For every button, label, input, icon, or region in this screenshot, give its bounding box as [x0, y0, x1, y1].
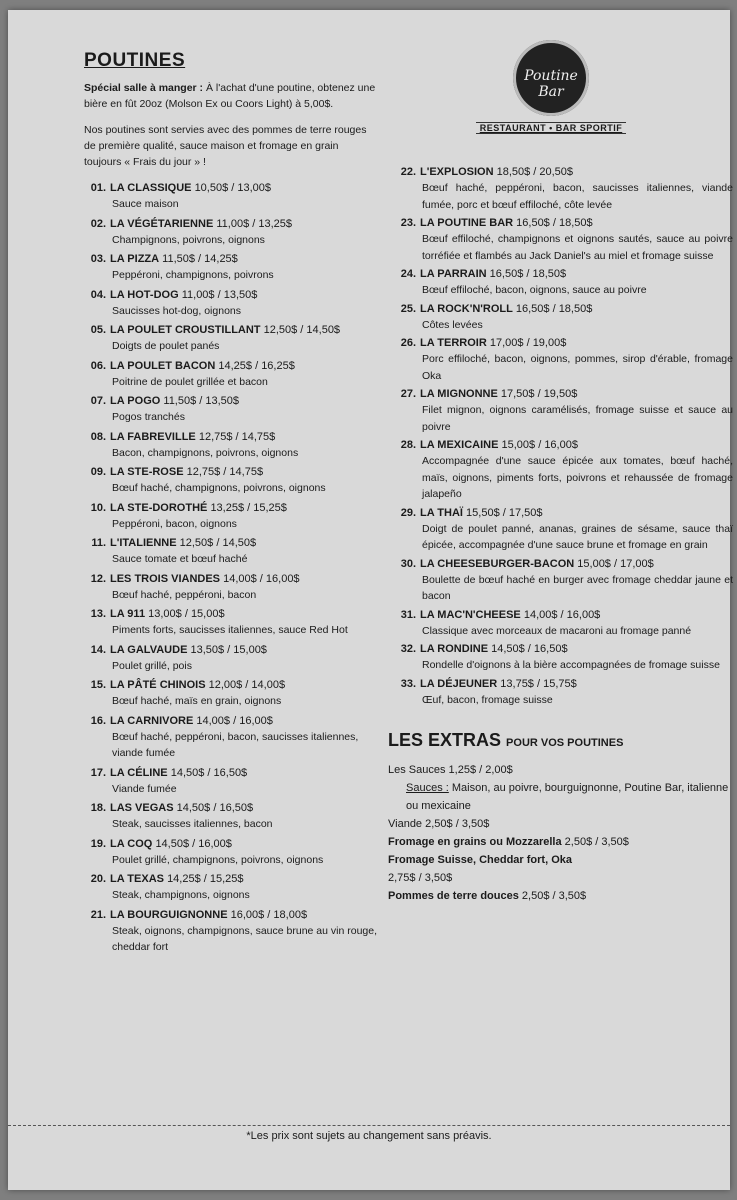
- item-name: LA COQ: [110, 837, 153, 850]
- menu-item-head: [388, 164, 733, 180]
- item-name: LA POUTINE BAR: [420, 217, 514, 229]
- item-description: Poulet grillé, champignons, poivrons, oignons: [112, 853, 324, 866]
- extras-title: [388, 730, 733, 751]
- item-name: LA POGO: [110, 395, 161, 407]
- menu-item: [78, 800, 378, 833]
- item-description: Bœuf effiloché, champignons et oignons sautés, sauce au poivre torréfiée et flambés au Jack Daniel's au miel et fromage suisse: [422, 233, 733, 262]
- item-price: 12,75$ / 14,75$: [198, 430, 276, 443]
- extra-label: Pommes de terre douces: [388, 890, 519, 902]
- item-description: Poitrine de poulet grillée et bacon: [112, 375, 268, 388]
- menu-item: [388, 607, 733, 640]
- item-description: Bœuf effiloché, bacon, oignons, sauce au poivre: [422, 284, 647, 296]
- menu-item-head: [78, 393, 378, 409]
- item-price: 17,00$ / 19,00$: [489, 337, 567, 349]
- item-price: 13,50$ / 15,00$: [190, 643, 267, 656]
- item-description: Doigt de poulet panné, ananas, graines de sésame, sauce thaï épicée, accompagnée d'une sauce brune et fromage en grain: [422, 522, 733, 551]
- item-description: Peppéroni, bacon, oignons: [112, 517, 237, 530]
- item-number: 14.: [90, 643, 106, 656]
- menu-item: [78, 500, 378, 533]
- item-name: LA CHEESEBURGER-BACON: [420, 557, 575, 570]
- item-description: Pogos tranchés: [112, 411, 185, 423]
- item-number: 29.: [400, 506, 416, 519]
- menu-item: [78, 393, 378, 426]
- menu-item: [78, 765, 378, 798]
- extra-fromage2: [388, 851, 733, 869]
- item-name: LA HOT-DOG: [110, 288, 179, 301]
- menu-item-head: [78, 836, 378, 852]
- menu-item-head: [78, 571, 378, 587]
- item-number: 01.: [90, 182, 106, 194]
- item-price: 13,75$ / 15,75$: [500, 677, 577, 690]
- extra-label: Fromage Suisse, Cheddar fort, Oka: [388, 854, 572, 866]
- item-number: 30.: [400, 557, 416, 570]
- item-number: 17.: [90, 766, 106, 779]
- item-number: 05.: [90, 324, 106, 336]
- extra-price: 2,50$ / 3,50$: [564, 836, 629, 848]
- extra-fromage2-price: [388, 869, 733, 887]
- sauces-list: Maison, au poivre, bourguignonne, Poutine Bar, italienne ou mexicaine: [406, 782, 729, 812]
- item-description: Bacon, champignons, poivrons, oignons: [112, 446, 299, 459]
- menu-item: [78, 287, 378, 320]
- item-number: 27.: [400, 388, 416, 400]
- menu-item-head: [388, 437, 733, 453]
- item-number: 28.: [400, 439, 416, 451]
- item-description: Sauce tomate et bœuf haché: [112, 553, 248, 565]
- item-name: LA CÉLINE: [110, 766, 168, 779]
- item-number: 23.: [400, 217, 416, 229]
- item-description: Bœuf haché, maïs en grain, oignons: [112, 695, 282, 707]
- menu-item: [388, 641, 733, 674]
- item-name: LA DÉJEUNER: [420, 677, 498, 690]
- menu-item: [78, 251, 378, 284]
- item-name: LA PÂTÉ CHINOIS: [110, 679, 206, 691]
- menu-item-head: [78, 677, 378, 693]
- menu-item: [388, 335, 733, 384]
- menu-item: [388, 437, 733, 503]
- menu-item: [78, 429, 378, 462]
- item-name: LA CARNIVORE: [110, 714, 194, 727]
- extra-price: 2,75$ / 3,50$: [388, 872, 453, 884]
- menu-item-head: [78, 464, 378, 480]
- extra-fromage: [388, 833, 733, 851]
- menu-item-head: [388, 607, 733, 623]
- item-number: 02.: [90, 217, 106, 230]
- item-number: 16.: [90, 714, 106, 727]
- item-number: 20.: [90, 873, 106, 885]
- item-number: 15.: [90, 679, 106, 691]
- menu-item-head: [388, 301, 733, 317]
- item-price: 12,50$ / 14,50$: [263, 324, 341, 336]
- item-price: 16,50$ / 18,50$: [515, 302, 593, 315]
- menu-item: [78, 464, 378, 497]
- item-description: Poulet grillé, pois: [112, 659, 192, 672]
- menu-item-head: [78, 429, 378, 445]
- extra-pommes: [388, 887, 733, 905]
- item-description: Steak, saucisses italiennes, bacon: [112, 818, 273, 830]
- menu-item: [388, 301, 733, 334]
- item-name: L'EXPLOSION: [420, 166, 494, 178]
- item-price: 14,25$ / 15,25$: [167, 873, 244, 885]
- item-number: 22.: [400, 166, 416, 178]
- item-description: Bœuf haché, peppéroni, bacon, saucisses italiennes, viande fumée: [112, 730, 359, 759]
- special-offer-label: Spécial salle à manger :: [84, 82, 204, 94]
- item-number: 21.: [90, 908, 106, 921]
- special-offer-text: À l'achat d'une poutine, obtenez une bière en fût 20oz (Molson Ex ou Coors Light) à 5,00$.: [84, 82, 376, 110]
- item-description: Saucisses hot-dog, oignons: [112, 304, 241, 317]
- item-description: Porc effiloché, bacon, oignons, pommes, sirop d'érable, fromage Oka: [422, 353, 733, 382]
- menu-item-head: [388, 386, 733, 402]
- item-number: 19.: [90, 837, 106, 850]
- item-price: 14,00$ / 16,00$: [223, 572, 300, 585]
- item-name: LA TEXAS: [110, 873, 164, 885]
- page-title: POUTINES: [84, 50, 186, 71]
- menu-item-head: [78, 765, 378, 781]
- item-number: 25.: [400, 302, 416, 315]
- item-name: LA ROCK'N'ROLL: [420, 302, 513, 315]
- item-name: LA GALVAUDE: [110, 643, 188, 656]
- item-name: LAS VEGAS: [110, 802, 174, 814]
- item-name: LA FABREVILLE: [110, 430, 196, 443]
- item-description: Côtes levées: [422, 318, 483, 331]
- menu-item: [388, 164, 733, 213]
- extra-sauces-list: [388, 779, 733, 815]
- item-name: LA 911: [110, 608, 146, 620]
- intro: [84, 80, 378, 170]
- item-price: 11,50$ / 13,50$: [163, 395, 240, 407]
- menu-item: [388, 386, 733, 435]
- item-description: Viande fumée: [112, 782, 177, 795]
- item-price: 14,00$ / 16,00$: [196, 714, 273, 727]
- item-name: LA THAÏ: [420, 506, 463, 519]
- divider: [8, 1125, 730, 1126]
- item-price: 15,50$ / 17,50$: [466, 506, 543, 519]
- item-number: 32.: [400, 643, 416, 655]
- item-price: 14,50$ / 16,50$: [176, 802, 254, 814]
- item-description: Bœuf haché, peppéroni, bacon: [112, 588, 257, 601]
- left-item-list: [78, 180, 378, 956]
- item-description: Œuf, bacon, fromage suisse: [422, 693, 553, 706]
- left-column: [78, 50, 378, 956]
- item-description: Doigts de poulet panés: [112, 340, 220, 352]
- item-number: 06.: [90, 359, 106, 372]
- menu-sheet: [8, 10, 733, 1190]
- item-description: Filet mignon, oignons caramélisés, fromage suisse et sauce au poivre: [422, 404, 733, 433]
- menu-item: [388, 556, 733, 605]
- item-description: Boulette de bœuf haché en burger avec fromage cheddar jaune et bacon: [422, 573, 733, 602]
- item-number: 18.: [90, 802, 106, 814]
- item-price: 14,50$ / 16,50$: [491, 643, 568, 655]
- menu-item-head: [388, 266, 733, 282]
- logo-subtitle: RESTAURANT • BAR SPORTIF: [476, 122, 626, 134]
- item-description: Piments forts, saucisses italiennes, sauce Red Hot: [112, 624, 348, 636]
- item-price: 16,50$ / 18,50$: [516, 217, 593, 229]
- item-name: LA POULET BACON: [110, 359, 216, 372]
- extra-viande: [388, 815, 733, 833]
- menu-item-head: [78, 606, 378, 622]
- item-price: 14,00$ / 16,00$: [523, 608, 601, 621]
- item-price: 13,25$ / 15,25$: [210, 501, 287, 514]
- menu-item: [78, 358, 378, 391]
- item-name: LA STE-DOROTHÉ: [110, 501, 208, 514]
- menu-item-head: [388, 676, 733, 692]
- footnote: *Les prix sont sujets au changement sans préavis.: [246, 1130, 492, 1142]
- item-number: 26.: [400, 337, 416, 349]
- item-price: 13,00$ / 15,00$: [148, 608, 225, 620]
- extra-price: 2,50$ / 3,50$: [521, 890, 587, 902]
- extra-price: 1,25$ / 2,00$: [448, 764, 513, 776]
- item-name: LES TROIS VIANDES: [110, 572, 221, 585]
- item-number: 04.: [90, 288, 106, 301]
- served-note: Nos poutines sont servies avec des pommes de terre rouges de première qualité, sauce maison et fromage en grain toujours « Frais du jour » !: [84, 124, 367, 168]
- menu-item-head: [388, 641, 733, 657]
- item-number: 08.: [90, 430, 106, 443]
- item-name: L'ITALIENNE: [110, 537, 177, 549]
- logo-text: Poutine Bar: [524, 68, 578, 100]
- item-description: Sauce maison: [112, 198, 179, 210]
- special-offer: [84, 80, 378, 112]
- item-number: 10.: [90, 501, 106, 514]
- extras-title-main: LES EXTRAS: [388, 730, 502, 750]
- item-price: 12,50$ / 14,50$: [179, 537, 257, 549]
- item-name: LA VÉGÉTARIENNE: [110, 217, 214, 230]
- extra-price: 2,50$ / 3,50$: [425, 818, 490, 830]
- item-name: LA BOURGUIGNONNE: [110, 908, 228, 921]
- menu-item-head: [78, 251, 378, 267]
- menu-item-head: [388, 556, 733, 572]
- item-price: 14,25$ / 16,25$: [218, 359, 295, 372]
- menu-item: [388, 676, 733, 709]
- item-number: 31.: [400, 608, 416, 621]
- menu-item-head: [388, 505, 733, 521]
- item-description: Accompagnée d'une sauce épicée aux tomates, bœuf haché, maïs, oignons, piments forts, poivrons et rehaussée de fromage jalapeño: [422, 455, 733, 500]
- menu-item-head: [78, 800, 378, 816]
- item-number: 12.: [90, 572, 106, 585]
- item-price: 17,50$ / 19,50$: [500, 388, 578, 400]
- menu-item: [78, 642, 378, 675]
- item-name: LA MEXICAINE: [420, 439, 499, 451]
- right-column: [388, 50, 733, 905]
- item-description: Bœuf haché, peppéroni, bacon, saucisses italiennes, viande fumée, porc et bœuf effiloché, côte levée: [422, 182, 733, 211]
- item-description: Steak, champignons, oignons: [112, 889, 250, 901]
- item-price: 16,50$ / 18,50$: [489, 268, 567, 280]
- item-number: 11.: [91, 537, 106, 549]
- extra-sauces: [388, 761, 733, 779]
- item-name: LA PIZZA: [110, 253, 160, 265]
- menu-item: [78, 535, 378, 568]
- menu-item-head: [78, 500, 378, 516]
- menu-item-head: [78, 535, 378, 551]
- item-description: Classique avec morceaux de macaroni au fromage panné: [422, 624, 692, 637]
- item-name: LA RONDINE: [420, 643, 489, 655]
- item-name: LA MAC'N'CHEESE: [420, 608, 521, 621]
- item-name: LA PARRAIN: [420, 268, 487, 280]
- item-price: 12,00$ / 14,00$: [208, 679, 286, 691]
- menu-item: [78, 836, 378, 869]
- item-price: 15,00$ / 16,00$: [501, 439, 578, 451]
- item-description: Bœuf haché, champignons, poivrons, oignons: [112, 482, 326, 494]
- menu-item-head: [78, 713, 378, 729]
- menu-item-head: [388, 335, 733, 351]
- item-description: Steak, oignons, champignons, sauce brune au vin rouge, cheddar fort: [112, 924, 378, 953]
- menu-item-head: [78, 907, 378, 923]
- menu-item: [388, 215, 733, 264]
- item-price: 11,00$ / 13,50$: [181, 288, 258, 301]
- item-price: 11,50$ / 14,25$: [162, 253, 238, 265]
- item-price: 16,00$ / 18,00$: [230, 908, 308, 921]
- menu-item-head: [78, 180, 378, 196]
- item-number: 07.: [90, 395, 106, 407]
- menu-item: [78, 871, 378, 904]
- item-price: 12,75$ / 14,75$: [186, 466, 264, 478]
- item-name: LA STE-ROSE: [110, 466, 184, 478]
- menu-item: [78, 677, 378, 710]
- item-number: 09.: [90, 466, 106, 478]
- item-price: 18,50$ / 20,50$: [496, 166, 574, 178]
- extra-label: Les Sauces: [388, 764, 446, 776]
- menu-item: [388, 266, 733, 299]
- menu-item-head: [78, 871, 378, 887]
- menu-item-head: [78, 322, 378, 338]
- item-description: Peppéroni, champignons, poivrons: [112, 269, 274, 281]
- menu-item-head: [388, 215, 733, 231]
- item-number: 33.: [400, 677, 416, 690]
- item-price: 14,50$ / 16,00$: [155, 837, 232, 850]
- menu-item-head: [78, 642, 378, 658]
- item-name: LA CLASSIQUE: [110, 182, 192, 194]
- item-description: Rondelle d'oignons à la bière accompagnées de fromage suisse: [422, 659, 720, 671]
- right-item-list: [388, 164, 733, 708]
- menu-item: [78, 907, 378, 956]
- item-price: 15,00$ / 17,00$: [577, 557, 654, 570]
- menu-item: [388, 505, 733, 554]
- extras-title-suffix: POUR VOS POUTINES: [506, 737, 624, 749]
- extra-label: Fromage en grains ou Mozzarella: [388, 836, 562, 848]
- menu-item: [78, 216, 378, 249]
- logo: [513, 40, 589, 116]
- logo-area: [476, 40, 626, 140]
- item-name: LA MIGNONNE: [420, 388, 498, 400]
- menu-item: [78, 606, 378, 639]
- menu-item-head: [78, 358, 378, 374]
- menu-item: [78, 180, 378, 213]
- item-name: LA POULET CROUSTILLANT: [110, 324, 261, 336]
- menu-item-head: [78, 216, 378, 232]
- extra-label: Viande: [388, 818, 423, 830]
- sauces-sub-label: Sauces :: [406, 782, 449, 794]
- menu-item: [78, 713, 378, 762]
- menu-item-head: [78, 287, 378, 303]
- item-price: 10,50$ / 13,00$: [194, 182, 272, 194]
- item-price: 14,50$ / 16,50$: [170, 766, 248, 779]
- menu-item: [78, 571, 378, 604]
- item-price: 11,00$ / 13,25$: [216, 217, 293, 230]
- item-name: LA TERROIR: [420, 337, 487, 349]
- item-number: 24.: [400, 268, 416, 280]
- item-number: 13.: [90, 608, 106, 620]
- menu-item: [78, 322, 378, 355]
- item-number: 03.: [90, 253, 106, 265]
- item-description: Champignons, poivrons, oignons: [112, 233, 265, 246]
